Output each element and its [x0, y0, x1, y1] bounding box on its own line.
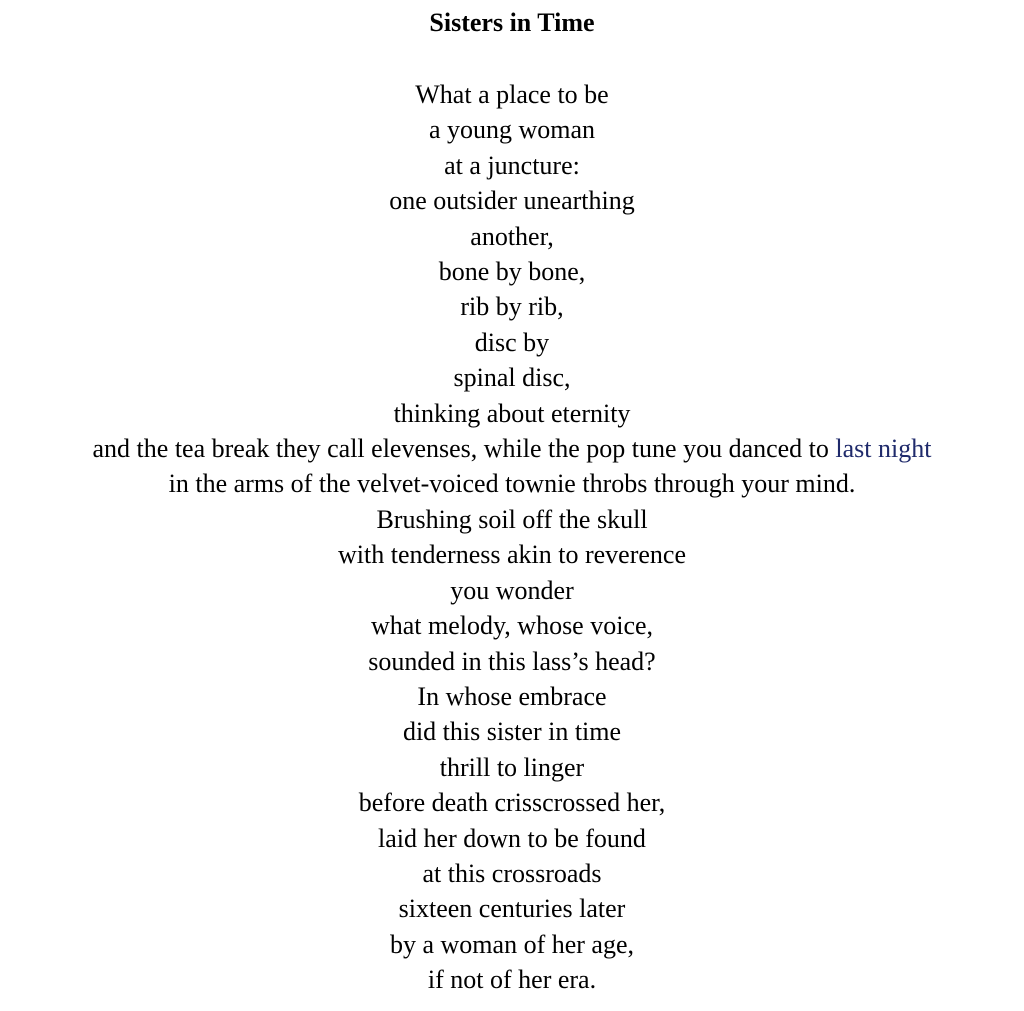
poem-line: laid her down to be found — [378, 823, 646, 853]
poem-line: in the arms of the velvet-voiced townie throbs through your mind. — [168, 469, 856, 499]
poem-body — [0, 77, 1024, 998]
poem-line: thrill to linger — [439, 752, 585, 782]
poem-line: sounded in this lass’s head? — [368, 646, 656, 676]
poem-line: a young woman — [428, 115, 596, 145]
poem-line: what melody, whose voice, — [370, 611, 654, 641]
poem-line: you wonder — [450, 575, 574, 605]
poem-line: rib by rib, — [460, 292, 564, 322]
poem-line: disc by — [474, 327, 550, 357]
poem-line: by a woman of her age, — [389, 929, 635, 959]
poem-line: Brushing soil off the skull — [376, 504, 648, 534]
poem-line: sixteen centuries later — [398, 894, 626, 924]
poem-line: bone by bone, — [438, 257, 586, 287]
poem-line: one outsider unearthing — [389, 186, 635, 216]
poem-line-segment: and the tea break they call elevenses, while the pop tune you danced to — [92, 434, 836, 464]
poem-line-with-highlight — [0, 431, 1024, 466]
poem-line: What a place to be — [415, 80, 609, 109]
poem-line: at a juncture: — [444, 150, 580, 180]
poem-line: if not of her era. — [427, 965, 597, 995]
highlighted-phrase: last night — [835, 434, 932, 464]
poem-line: In whose embrace — [417, 681, 607, 711]
poem-line: with tenderness akin to reverence — [338, 540, 686, 570]
poem-line: did this sister in time — [402, 717, 622, 747]
poem-line: another, — [470, 221, 554, 251]
poem-line: at this crossroads — [422, 858, 602, 888]
poem-title: Sisters in Time — [429, 8, 595, 37]
poem-line: spinal disc, — [453, 363, 571, 393]
poem-line: before death crisscrossed her, — [358, 788, 666, 818]
poem-line: thinking about eternity — [393, 398, 631, 428]
